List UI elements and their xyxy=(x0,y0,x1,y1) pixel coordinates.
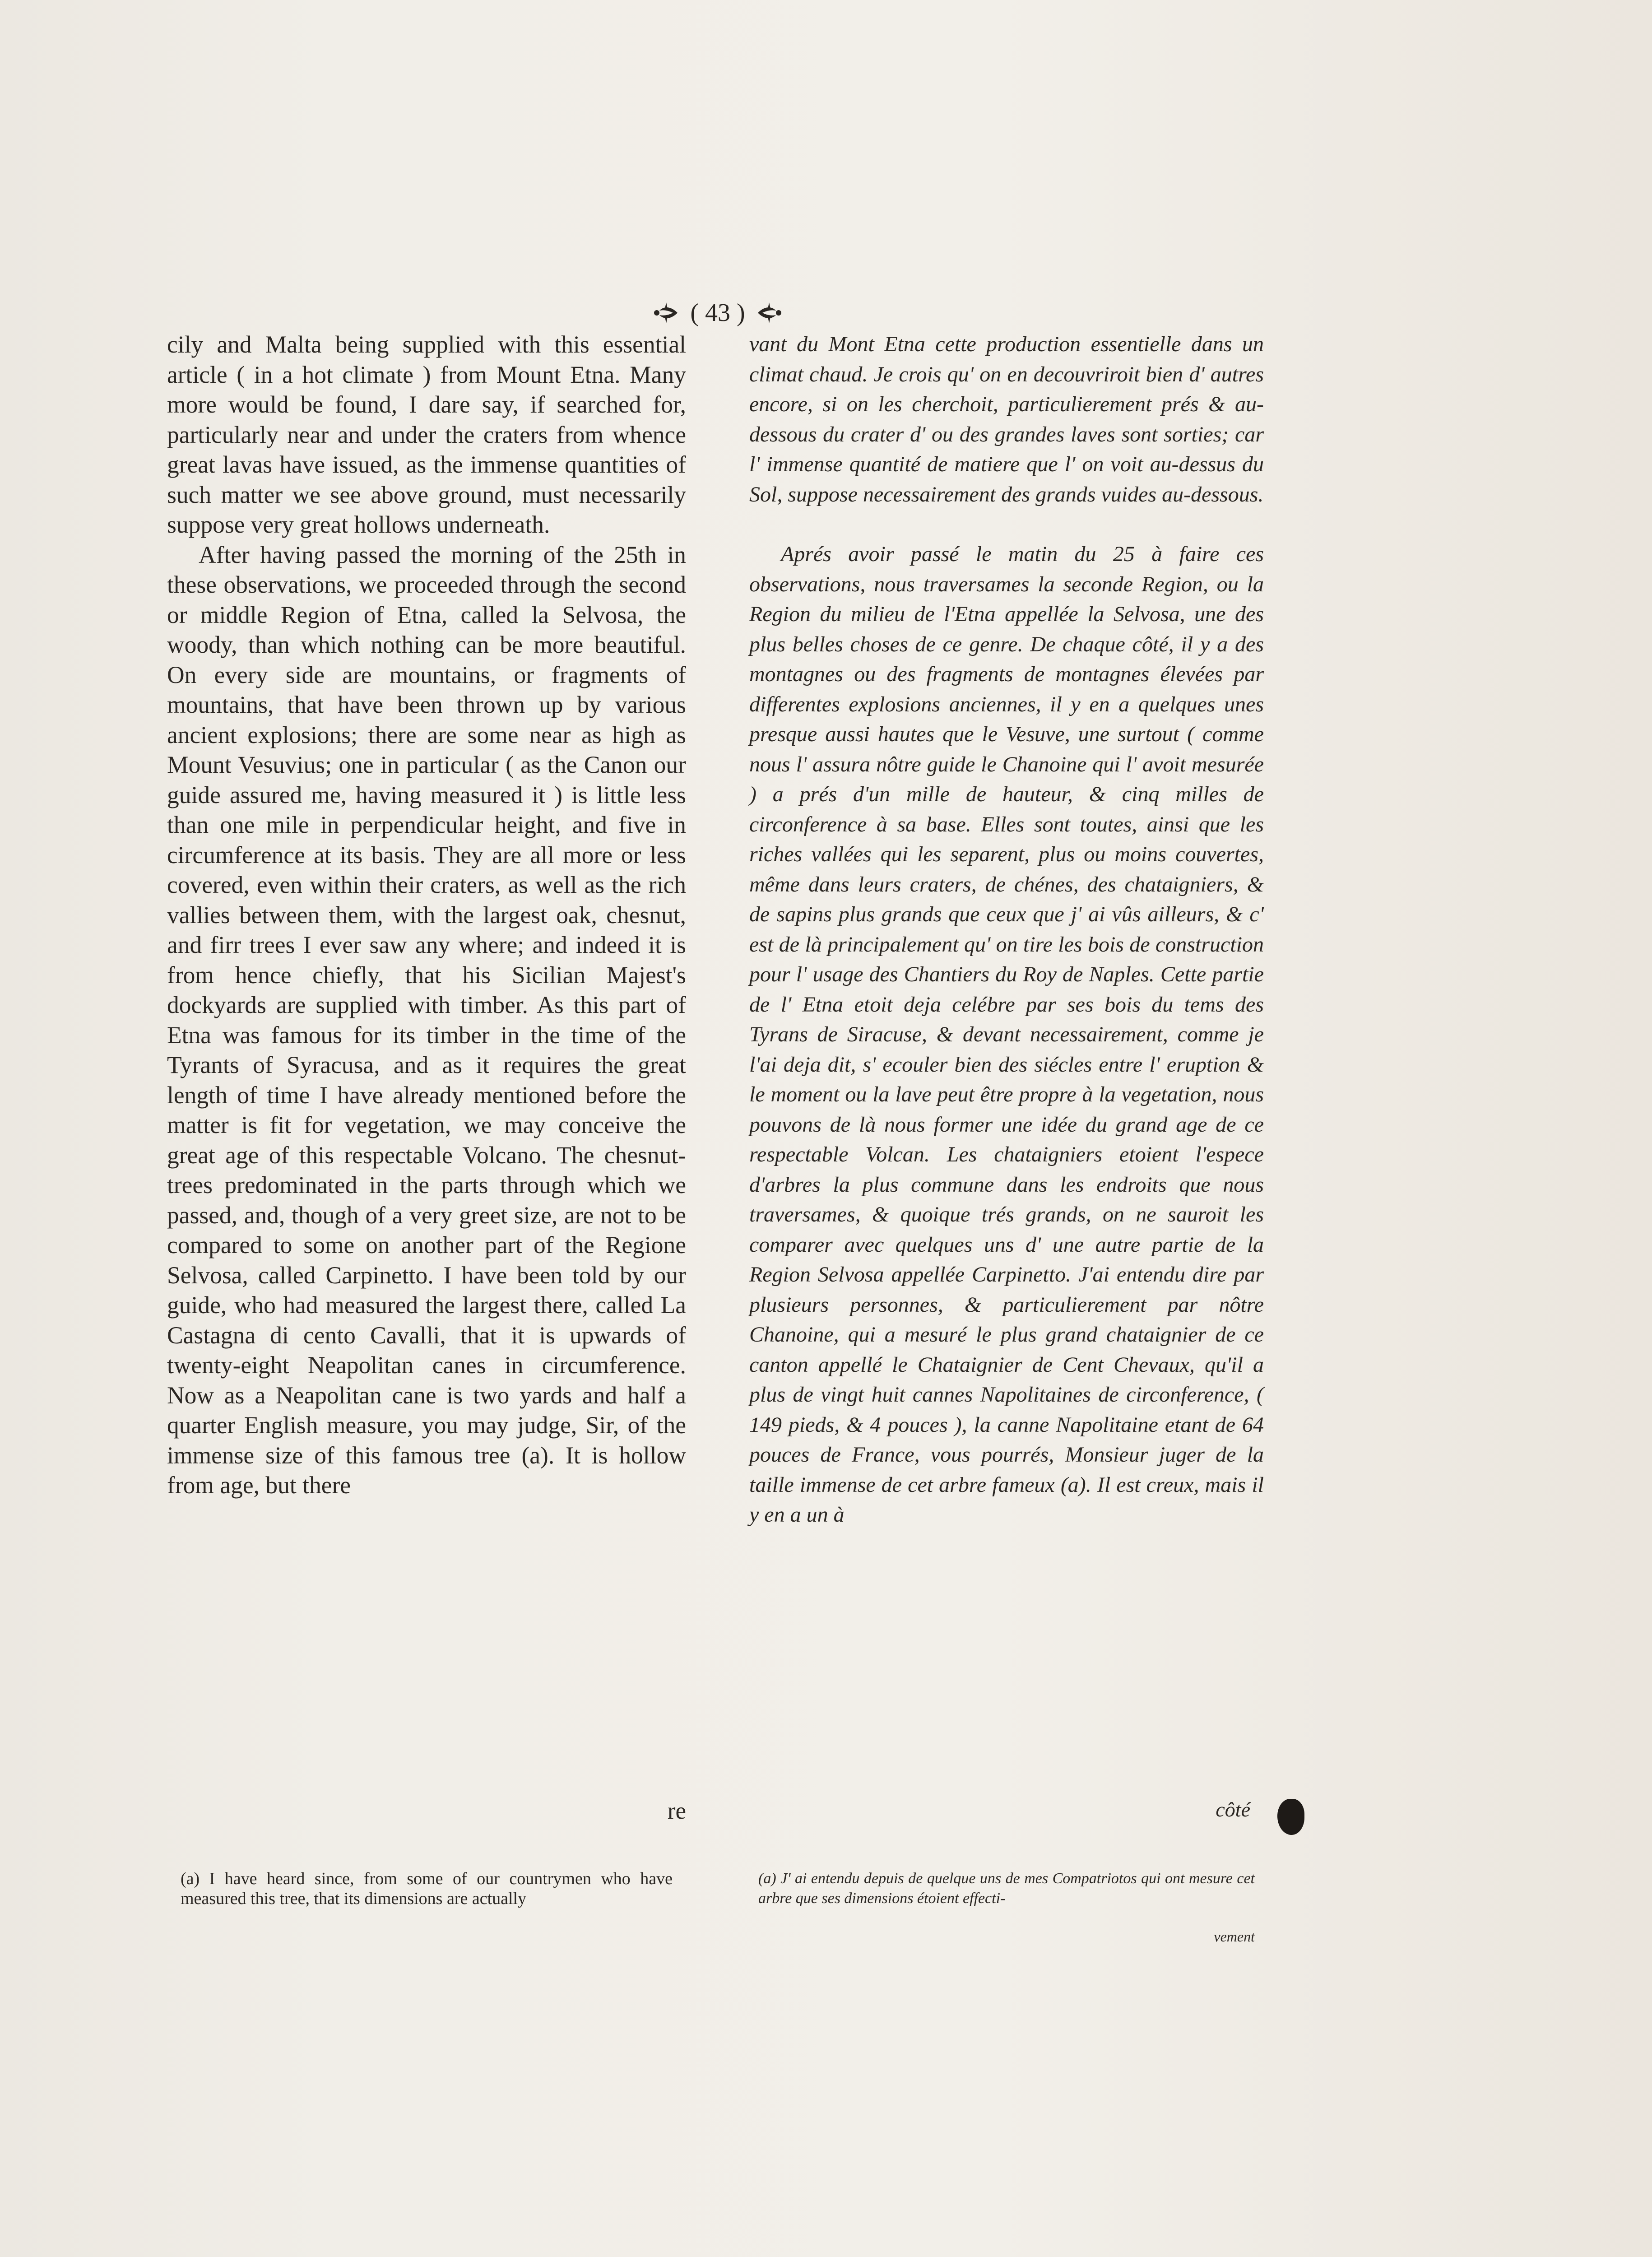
english-paragraph-2: After having passed the morning of the 25th in these observations, we proceeded through the second or middle Region of Etna, called la Selvosa, the woody, than which nothing can be more beautiful. On every side are mountains, or fragments of mountains, that have been thrown up by various ancient explosions; there are some near as high as Mount Vesuvius; one in particular ( as the Canon our guide assured me, having measured it ) is little less than one mile in perpendicular height, and five in circumference at its basis. They are all more or less covered, even within their craters, as well as the rich vallies between them, with the largest oak, chesnut, and firr trees I ever saw any where; and indeed it is from hence chiefly, that his Sicilian Majest's dockyards are supplied with timber. As this part of Etna was famous for its timber in the time of the Tyrants of Syracusa, and as it requires the great length of time I have already mentioned before the matter is fit for vegetation, we may conceive the great age of this respectable Volcano. The chesnut-trees predominated in the parts through which we passed, and, though of a very greet size, are not to be compared to some on another part of the Regione Selvosa, called Carpinetto. I have been told by our guide, who had measured the largest there, called La Castagna di cento Cavalli, that it is upwards of twenty-eight Neapolitan canes in circumference. Now as a Neapolitan cane is two yards and half a quarter English measure, you may judge, Sir, of the immense size of this famous tree (a). It is hollow from age, but there xyxy=(167,541,686,1499)
english-footnote: (a) I have heard since, from some of our countrymen who have measured this tree, that its dimensions are actually xyxy=(181,1869,673,1908)
page-number: ( 43 ) xyxy=(690,299,745,327)
page-header xyxy=(623,293,812,333)
french-paragraph-1: vant du Mont Etna cette production essentielle dans un climat chaud. Je crois qu' on en decouvriroit bien d' autres encore, si on les cherchoit, particulierement prés & au-dessous du crater d' ou des grandes laves sont sorties; car l' immense quantité de matiere que l' on voit au-dessus du Sol, suppose necessairement des grands vuides au-dessous. xyxy=(749,332,1264,506)
english-column xyxy=(167,330,686,1500)
paragraph-spacer xyxy=(749,510,1264,539)
french-footnote: (a) J' ai entendu depuis de quelque uns de mes Compatriotos qui ont mesure cet arbre que ses dimensions étoient effecti- xyxy=(758,1870,1255,1907)
french-footnote-catchword: vement xyxy=(1214,1928,1255,1945)
english-paragraph-1: cily and Malta being supplied with this essential article ( in a hot climate ) from Mount Etna. Many more would be found, I dare say, if searched for, particularly near and under the craters from whence great lavas have issued, as the immense quantities of such matter we see above ground, must necessarily suppose very great hollows underneath. xyxy=(167,331,686,538)
ink-blot xyxy=(1277,1799,1304,1835)
french-catchword: côté xyxy=(1216,1798,1250,1821)
french-column xyxy=(749,330,1264,1530)
english-catchword: re xyxy=(667,1798,686,1824)
fleuron-right-icon xyxy=(753,297,785,329)
fleuron-left-icon xyxy=(650,297,682,329)
french-paragraph-2: Aprés avoir passé le matin du 25 à faire ces observations, nous traversames la seconde Region, ou la Region du milieu de l'Etna appellée la Selvosa, une des plus belles choses de ce genre. De chaque côté, il y a des montagnes ou des fragments de montagnes élevées par differentes explosions anciennes, il y en a quelques unes presque aussi hautes que le Vesuve, une surtout ( comme nous l' assura nôtre guide le Chanoine qui l' avoit mesurée ) a prés d'un mille de hauteur, & cinq milles de circonference à sa base. Elles sont toutes, ainsi que les riches vallées qui les separent, plus ou moins couvertes, même dans leurs craters, de chénes, des chataigniers, & de sapins plus grands que ceux que j' ai vûs ailleurs, & c' est de là principalement qu' on tire les bois de construction pour l' usage des Chantiers du Roy de Naples. Cette partie de l' Etna etoit deja celébre par ses bois du tems des Tyrans de Siracuse, & devant necessairement, comme je l'ai deja dit, s' ecouler bien des siécles entre l' eruption & le moment ou la lave peut être propre à la vegetation, nous pouvons de là nous former une idée du grand age de ce respectable Volcan. Les chataigniers etoient l'espece d'arbres la plus commune dans les endroits que nous traversames, & quoique trés grands, on ne sauroit les comparer avec quelques uns d' une autre partie de la Region Selvosa appellée Carpinetto. J'ai entendu dire par plusieurs personnes, & particulierement par nôtre Chanoine, qui a mesuré le plus grand chataignier de ce canton appellé le Chataignier de Cent Chevaux, qu'il a plus de vingt huit cannes Napolitaines de circonference, ( 149 pieds, & 4 pouces ), la canne Napolitaine etant de 64 pouces de France, vous pourrés, Monsieur juger de la taille immense de cet arbre fameux (a). Il est creux, mais il y en a un à xyxy=(749,542,1264,1527)
